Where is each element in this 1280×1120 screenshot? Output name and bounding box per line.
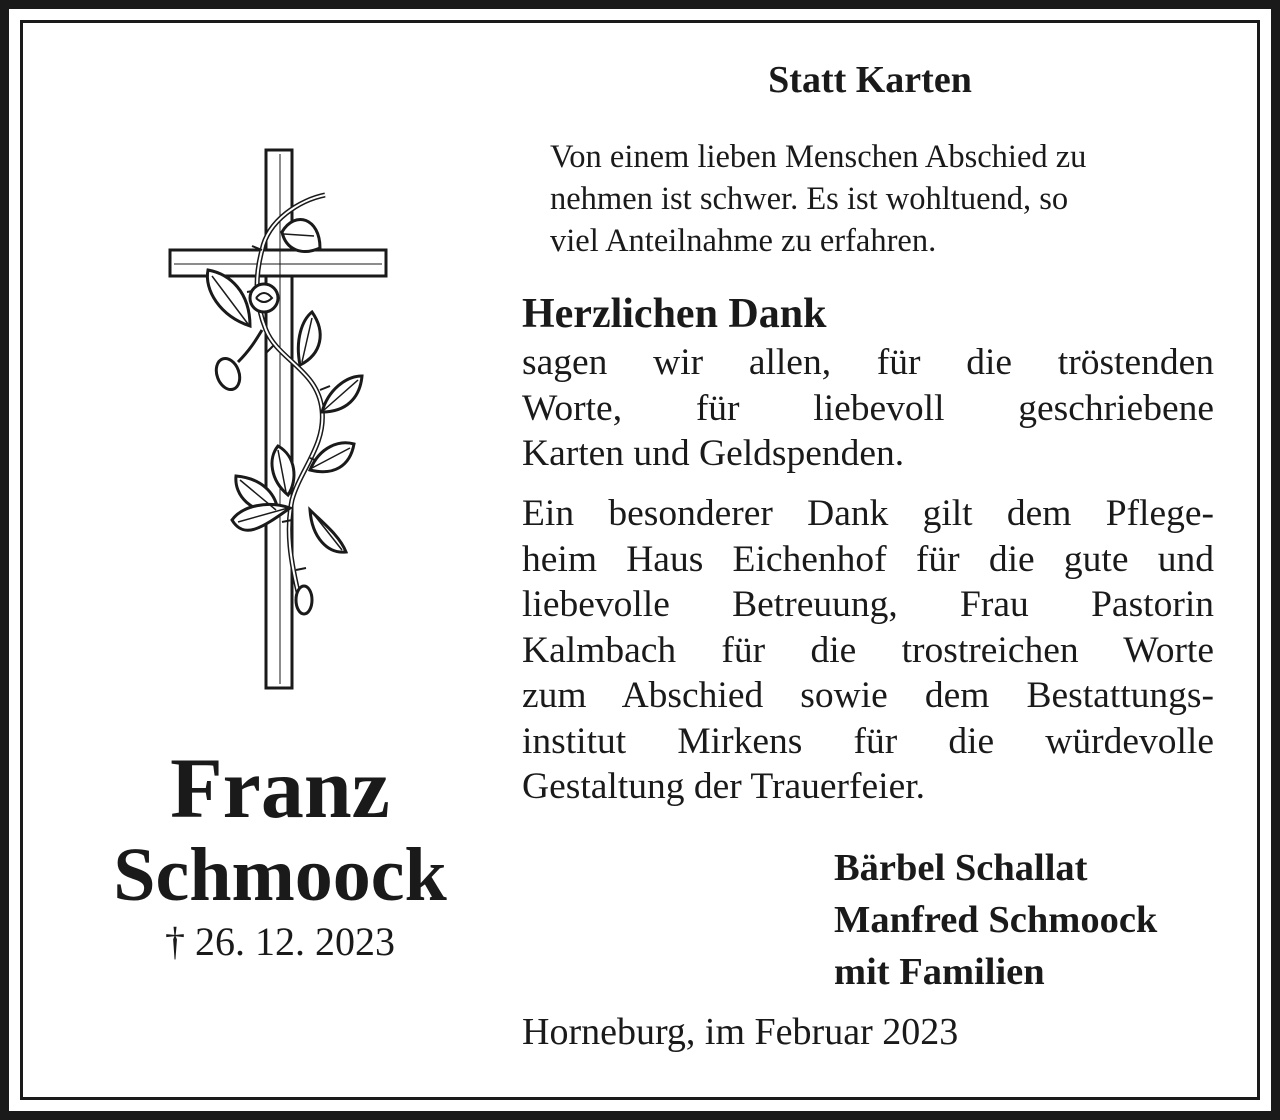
intro-text: [550, 136, 1230, 262]
signer-name: Bärbel Schallat: [834, 847, 1088, 889]
paragraph-line: sagen wir allen, für die tröstenden: [522, 342, 1214, 383]
paragraph-line: Worte, für liebevoll geschriebene: [522, 387, 1214, 429]
intro-line: nehmen ist schwer. Es ist wohltuend, so: [550, 181, 1069, 217]
death-date: † 26. 12. 2023: [165, 919, 395, 964]
paragraph-line: liebevolle Betreuung, Frau Pastorin: [522, 584, 1214, 625]
dank-heading: Herzlichen Dank: [522, 291, 827, 337]
paragraph-line: Karten und Geldspenden.: [522, 433, 905, 474]
paragraph-line: institut Mirkens für die würdevolle: [522, 720, 1214, 762]
intro-line: viel Anteilnahme zu erfahren.: [550, 223, 937, 259]
paragraph-line: Ein besonderer Dank gilt dem Pflege-: [522, 493, 1214, 534]
paragraph-line: Gestaltung der Trauerfeier.: [522, 766, 926, 807]
deceased-first-name: Franz: [170, 740, 390, 836]
signers-block: [834, 842, 1157, 998]
paragraph-line: heim Haus Eichenhof für die gute und: [522, 538, 1214, 580]
signer-name: Manfred Schmoock: [834, 899, 1158, 941]
dank-paragraph-1: [522, 340, 1214, 477]
place-and-date: Horneburg, im Februar 2023: [522, 1011, 959, 1053]
signer-name: mit Familien: [834, 951, 1045, 993]
cross-with-roses-icon: [150, 140, 410, 700]
paragraph-line: zum Abschied sowie dem Bestattungs-: [522, 675, 1214, 716]
statt-karten-heading: Statt Karten: [768, 59, 972, 101]
paragraph-line: Kalmbach für die trostreichen Worte: [522, 629, 1214, 671]
deceased-last-name: Schmoock: [113, 833, 447, 917]
intro-line: Von einem lieben Menschen Abschied zu: [550, 139, 1087, 175]
dank-paragraph-2: [522, 491, 1214, 810]
